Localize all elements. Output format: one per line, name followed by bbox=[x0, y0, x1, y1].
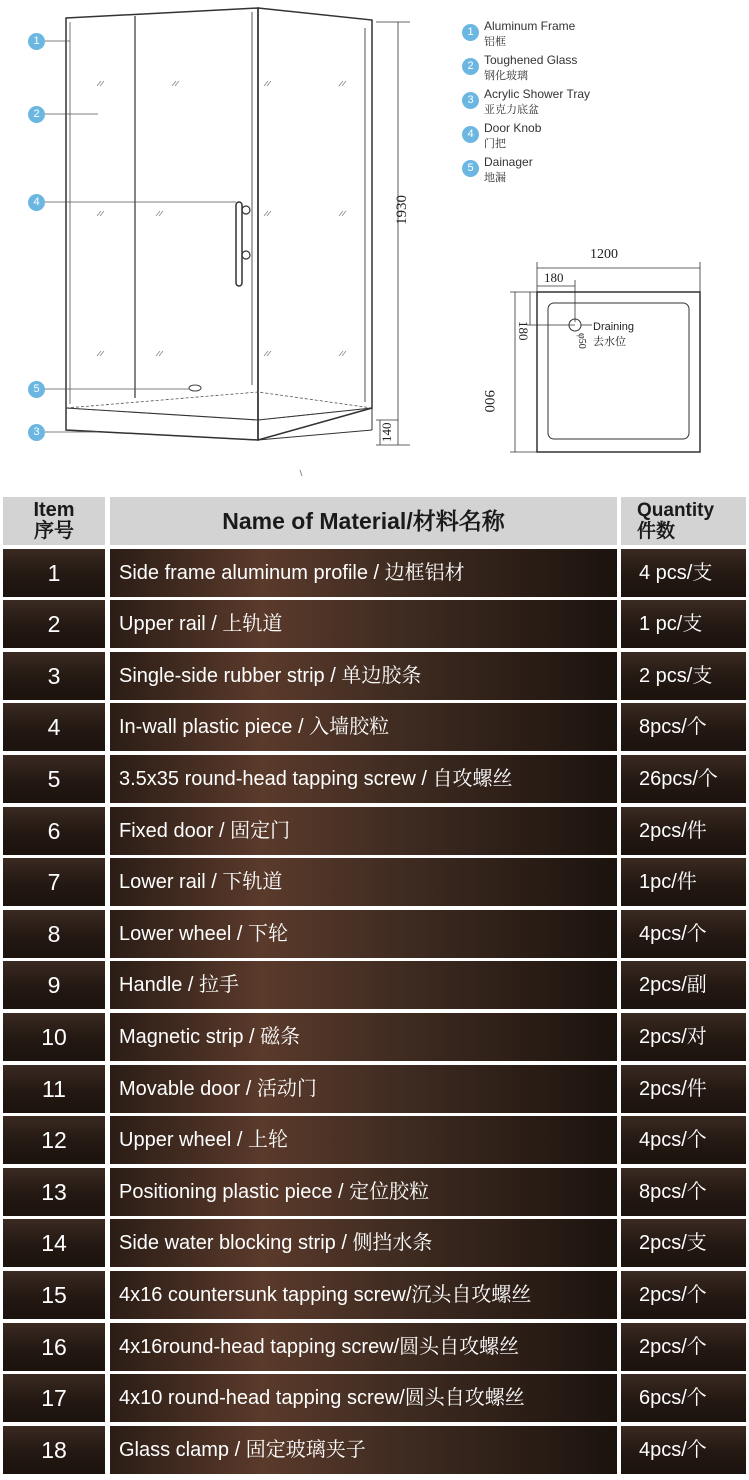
item-number-cell: 7 bbox=[3, 858, 105, 906]
item-number-cell: 17 bbox=[3, 1374, 105, 1422]
material-name-cell: Side frame aluminum profile / 边框铝材 bbox=[110, 549, 617, 597]
table-row bbox=[0, 807, 749, 855]
tray-depth-dimension: 900 bbox=[481, 390, 497, 413]
table-row bbox=[0, 1374, 749, 1422]
quantity-cell: 2pcs/副 bbox=[621, 961, 746, 1009]
material-name-cell: 4x16 countersunk tapping screw/沉头自攻螺丝 bbox=[110, 1271, 617, 1319]
material-name-cell: In-wall plastic piece / 入墙胶粒 bbox=[110, 703, 617, 751]
table-row bbox=[0, 1219, 749, 1267]
quantity-cell: 4pcs/个 bbox=[621, 1426, 746, 1474]
callout-2: 2 bbox=[28, 106, 45, 123]
legend-number: 3 bbox=[462, 92, 479, 109]
drain-diameter: φ50 bbox=[576, 333, 587, 349]
tray-height-dimension: 140 bbox=[379, 422, 394, 442]
item-number-cell: 8 bbox=[3, 910, 105, 958]
material-name-cell: Glass clamp / 固定玻璃夹子 bbox=[110, 1426, 617, 1474]
material-name-cell: 4x16round-head tapping screw/圆头自攻螺丝 bbox=[110, 1323, 617, 1371]
header-item-en: Item bbox=[33, 499, 75, 521]
item-number-cell: 15 bbox=[3, 1271, 105, 1319]
item-number-cell: 2 bbox=[3, 600, 105, 648]
tray-width-dimension: 1200 bbox=[590, 247, 618, 262]
drain-y-dimension: 180 bbox=[516, 321, 531, 341]
quantity-cell: 8pcs/个 bbox=[621, 1168, 746, 1216]
table-row bbox=[0, 1013, 749, 1061]
quantity-cell: 2pcs/件 bbox=[621, 1065, 746, 1113]
table-row bbox=[0, 549, 749, 597]
item-number-cell: 3 bbox=[3, 652, 105, 700]
table-row bbox=[0, 703, 749, 751]
callout-3: 3 bbox=[28, 424, 45, 441]
quantity-cell: 1 pc/支 bbox=[621, 600, 746, 648]
parts-legend bbox=[462, 18, 742, 188]
table-body bbox=[0, 549, 749, 1474]
material-name-cell: Upper wheel / 上轮 bbox=[110, 1116, 617, 1164]
table-row bbox=[0, 652, 749, 700]
legend-label-zh: 钢化玻璃 bbox=[484, 70, 528, 82]
drain-label-en: Draining bbox=[593, 321, 634, 333]
legend-label-en: Door Knob bbox=[484, 121, 542, 135]
quantity-cell: 2pcs/个 bbox=[621, 1323, 746, 1371]
legend-number: 5 bbox=[462, 160, 479, 177]
legend-item-drainer bbox=[462, 154, 742, 188]
material-name-cell: 4x10 round-head tapping screw/圆头自攻螺丝 bbox=[110, 1374, 617, 1422]
item-number-cell: 13 bbox=[3, 1168, 105, 1216]
material-name-cell: Lower wheel / 下轮 bbox=[110, 910, 617, 958]
header-quantity-en: Quantity bbox=[637, 500, 715, 521]
quantity-cell: 2pcs/件 bbox=[621, 807, 746, 855]
item-number-cell: 14 bbox=[3, 1219, 105, 1267]
shower-cabin-drawing bbox=[0, 0, 749, 490]
legend-number: 4 bbox=[462, 126, 479, 143]
legend-label-en: Toughened Glass bbox=[484, 53, 578, 67]
legend-label-en: Acrylic Shower Tray bbox=[484, 87, 591, 101]
legend-label-en: Dainager bbox=[484, 155, 533, 169]
material-name-cell: Positioning plastic piece / 定位胶粒 bbox=[110, 1168, 617, 1216]
drain-label-zh: 去水位 bbox=[593, 336, 626, 348]
item-number-cell: 5 bbox=[3, 755, 105, 803]
quantity-cell: 2 pcs/支 bbox=[621, 652, 746, 700]
header-item bbox=[3, 497, 105, 545]
legend-item-aluminum-frame bbox=[462, 18, 742, 52]
height-dimension: 1930 bbox=[394, 195, 410, 225]
material-name-cell: 3.5x35 round-head tapping screw / 自攻螺丝 bbox=[110, 755, 617, 803]
header-name: Name of Material/材料名称 bbox=[110, 497, 617, 545]
legend-label-en: Aluminum Frame bbox=[484, 19, 576, 33]
table-row bbox=[0, 910, 749, 958]
drain-x-dimension: 180 bbox=[544, 270, 564, 285]
material-name-cell: Upper rail / 上轨道 bbox=[110, 600, 617, 648]
header-quantity bbox=[621, 497, 746, 545]
quantity-cell: 8pcs/个 bbox=[621, 703, 746, 751]
quantity-cell: 6pcs/个 bbox=[621, 1374, 746, 1422]
item-number-cell: 16 bbox=[3, 1323, 105, 1371]
material-name-cell: Handle / 拉手 bbox=[110, 961, 617, 1009]
quantity-cell: 2pcs/个 bbox=[621, 1271, 746, 1319]
legend-label-zh: 地漏 bbox=[484, 172, 506, 184]
table-row bbox=[0, 1065, 749, 1113]
quantity-cell: 2pcs/支 bbox=[621, 1219, 746, 1267]
table-row bbox=[0, 961, 749, 1009]
table-row bbox=[0, 858, 749, 906]
table-row bbox=[0, 1426, 749, 1474]
legend-label-zh: 门把 bbox=[484, 138, 506, 150]
callout-5: 5 bbox=[28, 381, 45, 398]
material-name-cell: Side water blocking strip / 侧挡水条 bbox=[110, 1219, 617, 1267]
material-name-cell: Single-side rubber strip / 单边胶条 bbox=[110, 652, 617, 700]
table-row bbox=[0, 1323, 749, 1371]
legend-number: 1 bbox=[462, 24, 479, 41]
quantity-cell: 26pcs/个 bbox=[621, 755, 746, 803]
legend-item-shower-tray bbox=[462, 86, 742, 120]
table-row bbox=[0, 600, 749, 648]
table-header-row bbox=[0, 497, 749, 545]
item-number-cell: 6 bbox=[3, 807, 105, 855]
table-row bbox=[0, 1116, 749, 1164]
quantity-cell: 4 pcs/支 bbox=[621, 549, 746, 597]
item-number-cell: 10 bbox=[3, 1013, 105, 1061]
quantity-cell: 4pcs/个 bbox=[621, 1116, 746, 1164]
callout-1: 1 bbox=[28, 33, 45, 50]
header-quantity-zh: 件数 bbox=[637, 521, 676, 542]
item-number-cell: 9 bbox=[3, 961, 105, 1009]
material-name-cell: Movable door / 活动门 bbox=[110, 1065, 617, 1113]
quantity-cell: 2pcs/对 bbox=[621, 1013, 746, 1061]
legend-item-toughened-glass bbox=[462, 52, 742, 86]
legend-number: 2 bbox=[462, 58, 479, 75]
table-row bbox=[0, 1168, 749, 1216]
callout-4: 4 bbox=[28, 194, 45, 211]
legend-label-zh: 铝框 bbox=[484, 36, 506, 48]
item-number-cell: 12 bbox=[3, 1116, 105, 1164]
header-item-zh: 序号 bbox=[34, 520, 74, 542]
legend-item-door-knob bbox=[462, 120, 742, 154]
quantity-cell: 4pcs/个 bbox=[621, 910, 746, 958]
item-number-cell: 4 bbox=[3, 703, 105, 751]
material-name-cell: Lower rail / 下轨道 bbox=[110, 858, 617, 906]
material-name-cell: Magnetic strip / 磁条 bbox=[110, 1013, 617, 1061]
material-name-cell: Fixed door / 固定门 bbox=[110, 807, 617, 855]
quantity-cell: 1pc/件 bbox=[621, 858, 746, 906]
item-number-cell: 1 bbox=[3, 549, 105, 597]
legend-label-zh: 亚克力底盆 bbox=[484, 104, 539, 116]
item-number-cell: 11 bbox=[3, 1065, 105, 1113]
bill-of-materials-table bbox=[0, 497, 749, 1477]
table-row bbox=[0, 1271, 749, 1319]
item-number-cell: 18 bbox=[3, 1426, 105, 1474]
table-row bbox=[0, 755, 749, 803]
